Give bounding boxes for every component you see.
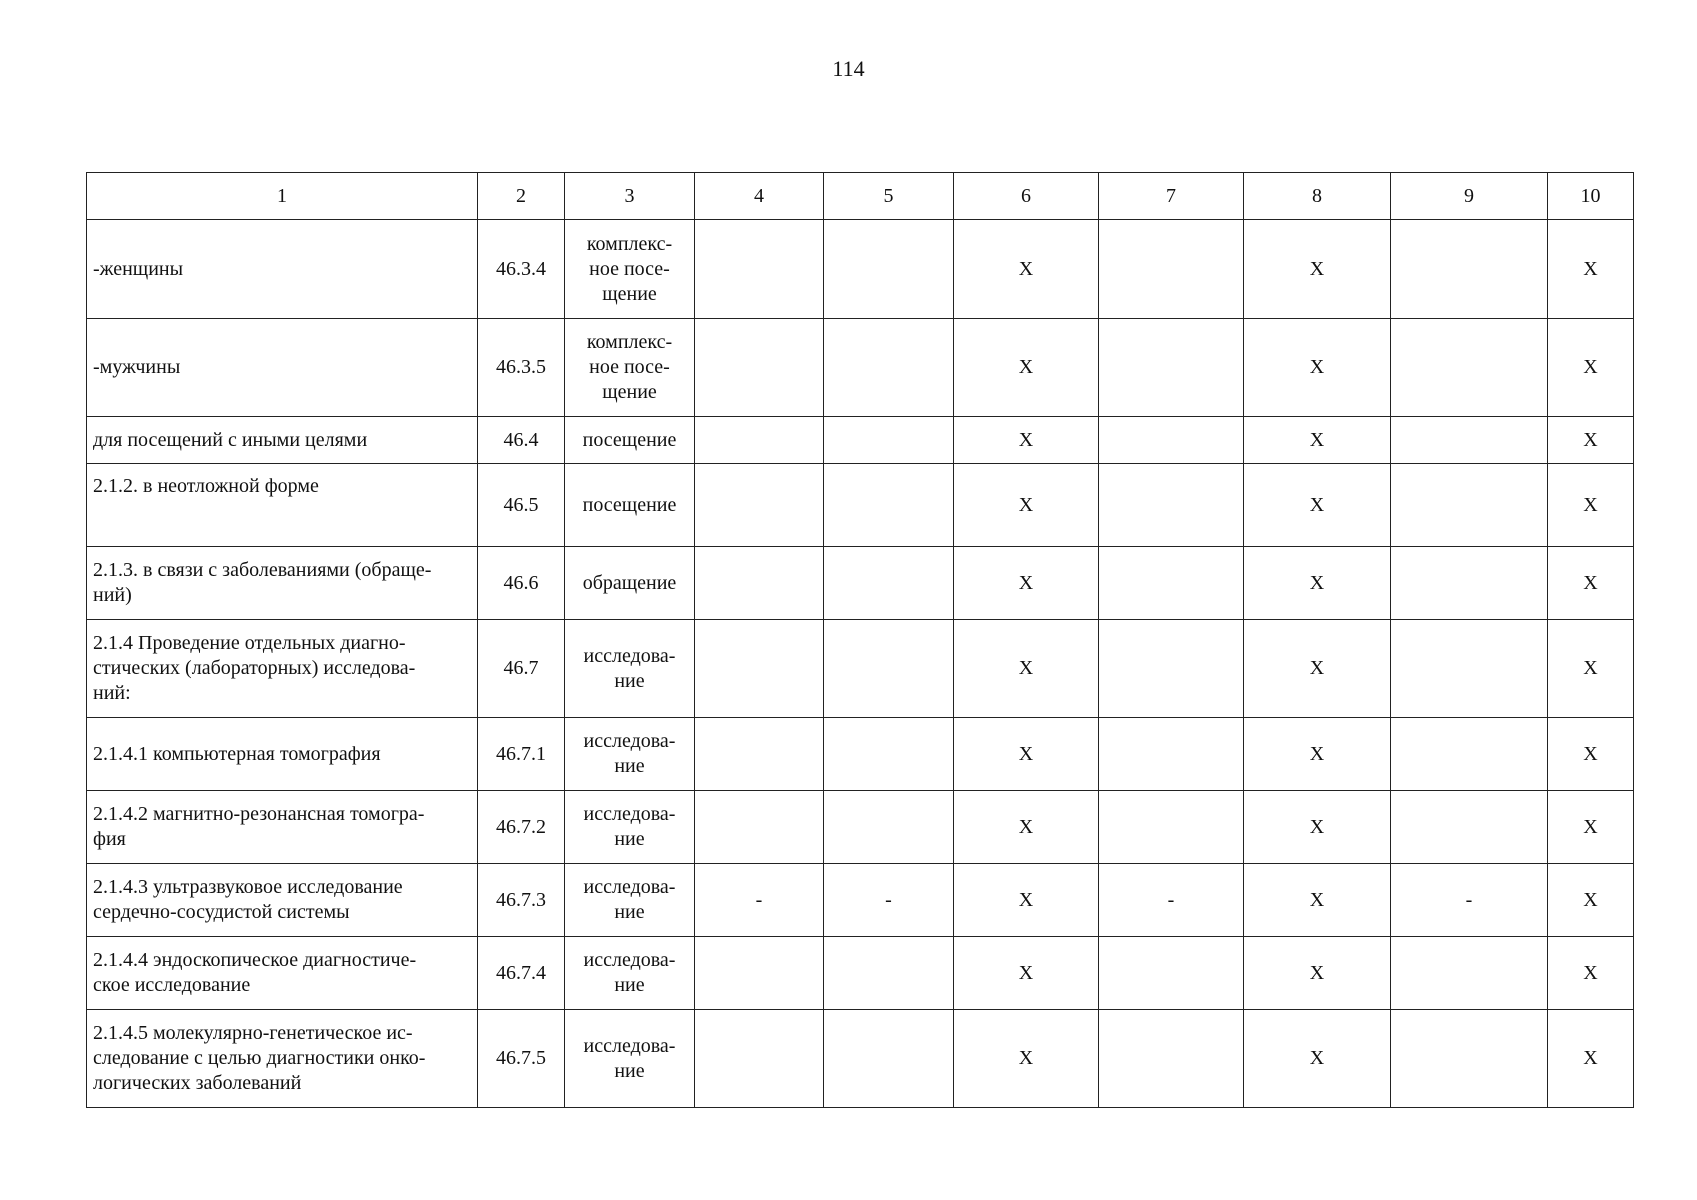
col6-cell: X — [954, 464, 1099, 547]
col9-cell: - — [1391, 864, 1548, 937]
col6-cell: X — [954, 417, 1099, 464]
table-row — [87, 319, 1634, 417]
column-header: 9 — [1391, 173, 1548, 220]
page-number: 114 — [832, 56, 865, 81]
row-name-cell: для посещений с иными целями — [87, 417, 478, 464]
row-unit-cell: обращение — [565, 547, 695, 620]
row-unit-cell: посещение — [565, 417, 695, 464]
col9-cell — [1391, 937, 1548, 1010]
col10-cell: X — [1548, 718, 1634, 791]
col4-cell — [695, 718, 824, 791]
col8-cell: X — [1244, 620, 1391, 718]
row-unit-cell: исследова- ние — [565, 864, 695, 937]
table-row — [87, 417, 1634, 464]
col7-cell — [1099, 791, 1244, 864]
table-row — [87, 937, 1634, 1010]
col8-cell: X — [1244, 220, 1391, 319]
row-name-cell: 2.1.2. в неотложной форме — [87, 464, 478, 547]
col8-cell: X — [1244, 937, 1391, 1010]
row-name-cell: 2.1.4.1 компьютерная томография — [87, 718, 478, 791]
col5-cell — [824, 620, 954, 718]
col6-cell: X — [954, 791, 1099, 864]
col6-cell: X — [954, 620, 1099, 718]
col9-cell — [1391, 417, 1548, 464]
row-unit-cell: исследова- ние — [565, 1010, 695, 1108]
col7-cell — [1099, 220, 1244, 319]
row-name-cell: 2.1.3. в связи с заболеваниями (обраще- ний) — [87, 547, 478, 620]
col10-cell: X — [1548, 417, 1634, 464]
column-header: 1 — [87, 173, 478, 220]
row-code-cell: 46.7.3 — [478, 864, 565, 937]
col5-cell — [824, 417, 954, 464]
col9-cell — [1391, 547, 1548, 620]
col9-cell — [1391, 464, 1548, 547]
col8-cell: X — [1244, 547, 1391, 620]
row-code-cell: 46.4 — [478, 417, 565, 464]
col7-cell — [1099, 620, 1244, 718]
col6-cell: X — [954, 718, 1099, 791]
col5-cell — [824, 319, 954, 417]
col8-cell: X — [1244, 319, 1391, 417]
row-code-cell: 46.5 — [478, 464, 565, 547]
col7-cell — [1099, 1010, 1244, 1108]
col6-cell: X — [954, 937, 1099, 1010]
col10-cell: X — [1548, 464, 1634, 547]
col5-cell — [824, 547, 954, 620]
col7-cell — [1099, 718, 1244, 791]
col8-cell: X — [1244, 1010, 1391, 1108]
row-name-cell: 2.1.4 Проведение отдельных диагно- стических (лабораторных) исследова- ний: — [87, 620, 478, 718]
row-unit-cell: исследова- ние — [565, 718, 695, 791]
col8-cell: X — [1244, 464, 1391, 547]
row-code-cell: 46.3.5 — [478, 319, 565, 417]
row-name-cell: 2.1.4.5 молекулярно-генетическое ис- следование с целью диагностики онко- логических заболеваний — [87, 1010, 478, 1108]
col9-cell — [1391, 1010, 1548, 1108]
col4-cell — [695, 220, 824, 319]
col6-cell: X — [954, 1010, 1099, 1108]
col10-cell: X — [1548, 319, 1634, 417]
column-header: 8 — [1244, 173, 1391, 220]
row-code-cell: 46.7.1 — [478, 718, 565, 791]
col8-cell: X — [1244, 791, 1391, 864]
col10-cell: X — [1548, 1010, 1634, 1108]
table-row — [87, 718, 1634, 791]
row-unit-cell: исследова- ние — [565, 620, 695, 718]
column-header: 2 — [478, 173, 565, 220]
col7-cell — [1099, 319, 1244, 417]
col9-cell — [1391, 319, 1548, 417]
col9-cell — [1391, 791, 1548, 864]
col7-cell — [1099, 547, 1244, 620]
col7-cell: - — [1099, 864, 1244, 937]
row-name-cell: 2.1.4.3 ультразвуковое исследование сердечно-сосудистой системы — [87, 864, 478, 937]
col4-cell — [695, 620, 824, 718]
col7-cell — [1099, 937, 1244, 1010]
col4-cell — [695, 1010, 824, 1108]
column-header: 3 — [565, 173, 695, 220]
col10-cell: X — [1548, 547, 1634, 620]
col9-cell — [1391, 620, 1548, 718]
column-header: 5 — [824, 173, 954, 220]
col8-cell: X — [1244, 718, 1391, 791]
row-code-cell: 46.7.4 — [478, 937, 565, 1010]
col4-cell — [695, 937, 824, 1010]
column-number-row — [87, 173, 1634, 220]
table-row — [87, 864, 1634, 937]
table-row — [87, 620, 1634, 718]
col5-cell — [824, 791, 954, 864]
row-unit-cell: комплекс- ное посе- щение — [565, 319, 695, 417]
col4-cell: - — [695, 864, 824, 937]
table-row — [87, 220, 1634, 319]
col7-cell — [1099, 464, 1244, 547]
row-unit-cell: посещение — [565, 464, 695, 547]
table-row — [87, 791, 1634, 864]
table-row — [87, 1010, 1634, 1108]
col4-cell — [695, 791, 824, 864]
col8-cell: X — [1244, 864, 1391, 937]
row-name-cell: 2.1.4.2 магнитно-резонансная томогра- фия — [87, 791, 478, 864]
column-header: 7 — [1099, 173, 1244, 220]
col4-cell — [695, 417, 824, 464]
col10-cell: X — [1548, 864, 1634, 937]
row-unit-cell: исследова- ние — [565, 937, 695, 1010]
row-unit-cell: исследова- ние — [565, 791, 695, 864]
column-header: 10 — [1548, 173, 1634, 220]
col10-cell: X — [1548, 791, 1634, 864]
col10-cell: X — [1548, 937, 1634, 1010]
col5-cell — [824, 464, 954, 547]
data-table — [86, 172, 1634, 1108]
col5-cell — [824, 220, 954, 319]
row-name-cell: -женщины — [87, 220, 478, 319]
col6-cell: X — [954, 319, 1099, 417]
row-code-cell: 46.7.5 — [478, 1010, 565, 1108]
col7-cell — [1099, 417, 1244, 464]
column-header: 6 — [954, 173, 1099, 220]
row-code-cell: 46.6 — [478, 547, 565, 620]
col5-cell — [824, 718, 954, 791]
col6-cell: X — [954, 220, 1099, 319]
row-unit-cell: комплекс- ное посе- щение — [565, 220, 695, 319]
col6-cell: X — [954, 864, 1099, 937]
row-code-cell: 46.3.4 — [478, 220, 565, 319]
col5-cell — [824, 1010, 954, 1108]
col4-cell — [695, 464, 824, 547]
row-name-cell: 2.1.4.4 эндоскопическое диагностиче- ское исследование — [87, 937, 478, 1010]
row-code-cell: 46.7 — [478, 620, 565, 718]
col5-cell: - — [824, 864, 954, 937]
col6-cell: X — [954, 547, 1099, 620]
table-row — [87, 464, 1634, 547]
col9-cell — [1391, 220, 1548, 319]
col4-cell — [695, 319, 824, 417]
table-row — [87, 547, 1634, 620]
col4-cell — [695, 547, 824, 620]
col10-cell: X — [1548, 220, 1634, 319]
col9-cell — [1391, 718, 1548, 791]
col8-cell: X — [1244, 417, 1391, 464]
col5-cell — [824, 937, 954, 1010]
row-code-cell: 46.7.2 — [478, 791, 565, 864]
col10-cell: X — [1548, 620, 1634, 718]
column-header: 4 — [695, 173, 824, 220]
row-name-cell: -мужчины — [87, 319, 478, 417]
